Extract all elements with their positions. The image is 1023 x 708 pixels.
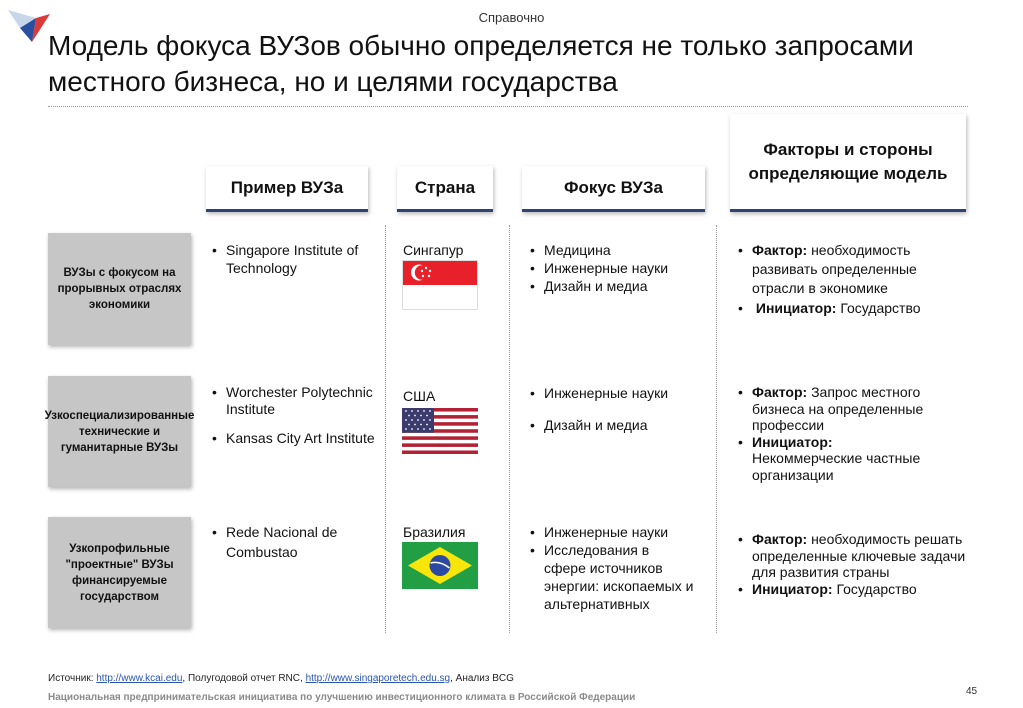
initiator-text: Государство [840, 300, 921, 316]
factor-label: Фактор: [752, 531, 808, 547]
list-item: • Инженерные науки [528, 523, 708, 541]
initiator-text: Некоммерческие частные организации [752, 450, 921, 483]
title-divider [48, 106, 968, 107]
brazil-flag-icon [402, 542, 478, 589]
examples-list [210, 384, 382, 447]
factors-list [736, 531, 966, 597]
initiator-label: Инициатор: [755, 300, 837, 316]
singapore-flag-icon [402, 260, 478, 310]
factors-list [736, 384, 966, 483]
row-label-project: Узкопрофильные "проектные" ВУЗы финансируемые государством [48, 517, 191, 628]
row-label-specialized: Узкоспециализированные технические и гуманитарные ВУЗы [48, 376, 191, 487]
source-prefix: Источник: [48, 673, 97, 684]
list-item: • Инженерные науки [528, 259, 708, 277]
country-name: Сингапур [403, 242, 464, 258]
usa-flag-icon [402, 408, 478, 454]
factor-item [736, 531, 966, 581]
focus-list [528, 384, 708, 434]
column-header-focus: Фокус ВУЗа [522, 166, 705, 212]
source-link-singaporetech[interactable]: http://www.singaporetech.edu.sg [305, 673, 451, 684]
list-item: • Инженерные науки [528, 384, 708, 402]
column-header-factors: Факторы и стороны определяющие модель [730, 114, 966, 212]
focus-list [528, 241, 708, 295]
list-item: • Singapore Institute of Technology [210, 241, 380, 277]
reference-tag: Справочно [478, 10, 545, 25]
source-link-kcai[interactable]: http://www.kcai.edu [96, 673, 183, 684]
column-header-example: Пример ВУЗа [206, 166, 368, 212]
column-divider [385, 225, 386, 633]
focus-list [528, 523, 708, 613]
examples-list [210, 522, 370, 562]
column-divider [716, 225, 717, 633]
initiator-label: Инициатор: [752, 580, 833, 597]
column-header-country: Страна [397, 166, 493, 212]
list-item: • Kansas City Art Institute [210, 430, 382, 447]
factor-label: Фактор: [752, 242, 808, 258]
initiator-item [736, 434, 966, 484]
list-item: • Дизайн и медиа [528, 416, 708, 434]
factor-label: Фактор: [752, 384, 808, 400]
column-divider [509, 225, 510, 633]
page-number: 45 [966, 686, 978, 697]
list-item: • Исследования в сфере источников энергии: ископаемых и альтернативных [528, 541, 694, 613]
factor-item [736, 384, 966, 434]
initiative-footer: Национальная предпринимательская инициатива по улучшению инвестиционного климата в Российской Федерации [48, 692, 636, 703]
source-end: , Анализ BCG [450, 673, 514, 684]
list-item: • Дизайн и медиа [528, 277, 708, 295]
page-title: Модель фокуса ВУЗов обычно определяется не только запросами местного бизнеса, но и целями государства [48, 30, 914, 97]
factor-text: необходимость решать определенные ключевые задачи для развития страны [752, 531, 966, 580]
row-label-breakthrough: ВУЗы с фокусом на прорывных отраслях экономики [48, 233, 191, 345]
initiator-item [736, 581, 966, 598]
list-item: • Rede Nacional de Combustao [210, 522, 370, 562]
factors-list [736, 241, 966, 318]
factor-item [736, 241, 966, 298]
initiator-text: Государство [836, 580, 917, 597]
initiator-label: Инициатор: [752, 433, 833, 450]
examples-list [210, 241, 380, 277]
list-item: • Worchester Polytechnic Institute [210, 384, 382, 418]
initiator-item [736, 299, 966, 318]
factor-text: необходимость развивать определенные отрасли в экономике [752, 242, 917, 296]
list-item: • Медицина [528, 241, 708, 259]
source-middle: , Полугодовой отчет RNC, [182, 673, 306, 684]
country-name: Бразилия [403, 524, 466, 540]
source-note [48, 673, 514, 684]
country-name: США [403, 388, 436, 404]
factor-text: Запрос местного бизнеса на определенные профессии [752, 384, 924, 433]
